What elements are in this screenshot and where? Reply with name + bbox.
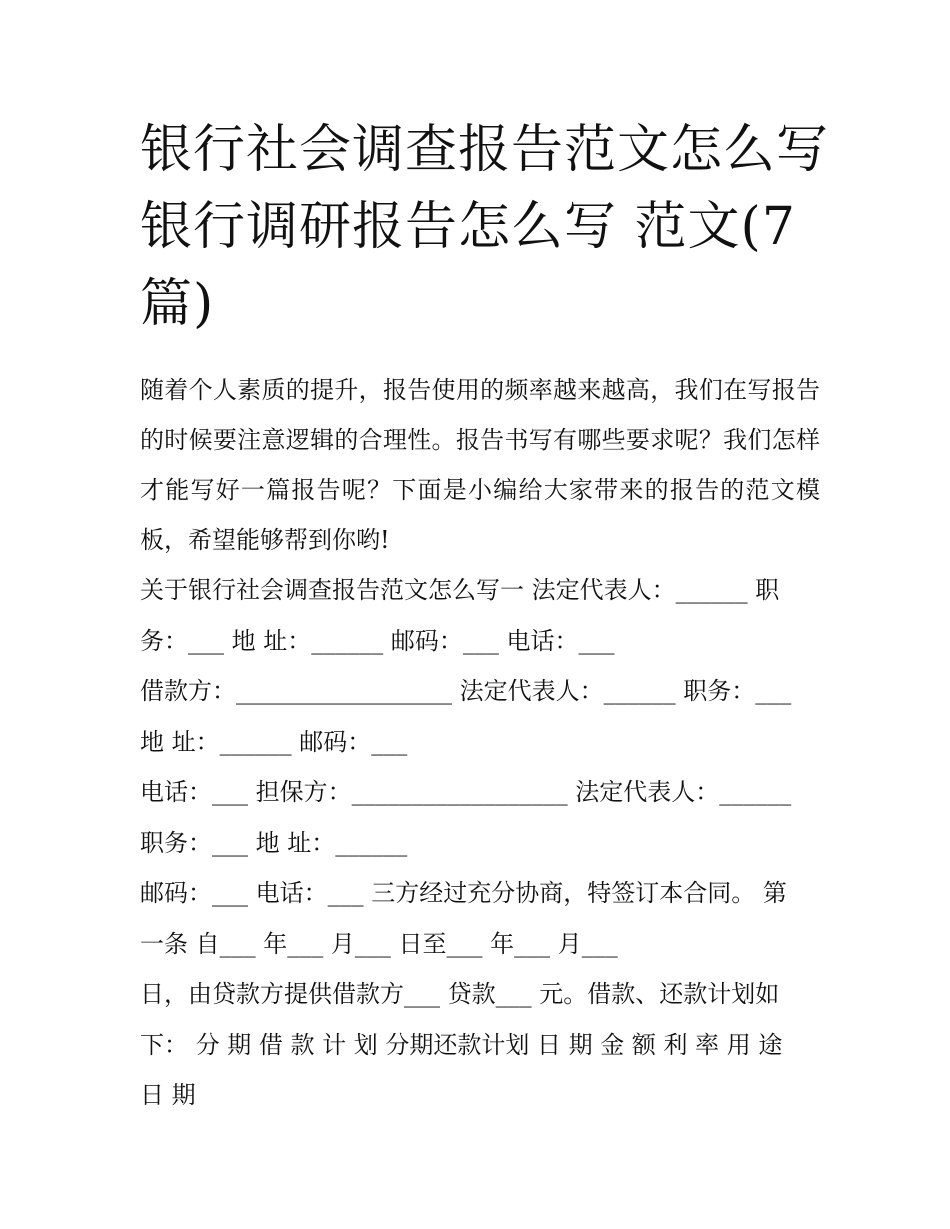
body-line-4: 地 址：______ 邮码：___ — [140, 727, 408, 756]
body-line-8: 一条 自___ 年___ 月___ 日至___ 年___ 月___ — [140, 929, 618, 958]
body-line-11: 日 期 — [140, 1081, 196, 1109]
body-line-7: 邮码：___ 电话：___ 三方经过充分协商，特签订本合同。 第 — [140, 879, 787, 907]
title-line-1: 银行社会调查报告范文怎么写 — [140, 120, 830, 180]
body-line-1: 关于银行社会调查报告范文怎么写一 法定代表人：______ 职 — [140, 576, 780, 604]
body-line-9: 日，由贷款方提供借款方___ 贷款___ 元。借款、还款计划如 — [140, 980, 780, 1008]
page-title — [140, 112, 830, 343]
body-line-6: 职务：___ 地 址：______ — [140, 828, 408, 857]
title-line-3: 篇) — [140, 274, 215, 334]
contract-body — [140, 565, 820, 1121]
body-line-10: 下： 分 期 借 款 计 划 分期还款计划 日 期 金 额 利 率 用 途 — [140, 1030, 783, 1059]
body-line-3: 借款方：__________________ 法定代表人：______ 职务：___ — [140, 677, 792, 705]
title-line-2: 银行调研报告怎么写 范文(7 — [140, 197, 796, 257]
body-line-2: 务：___ 地 址：______ 邮码：___ 电话：___ — [140, 626, 615, 655]
intro-paragraph: 随着个人素质的提升，报告使用的频率越来越高，我们在写报告的时候要注意逻辑的合理性。报告书写有哪些要求呢？我们怎样才能写好一篇报告呢？下面是小编给大家带来的报告的范文模板，希望能够帮到你哟! — [140, 376, 820, 554]
document-page — [140, 112, 830, 1121]
body-line-5: 电话：___ 担保方：__________________ 法定代表人：______ — [140, 778, 792, 806]
